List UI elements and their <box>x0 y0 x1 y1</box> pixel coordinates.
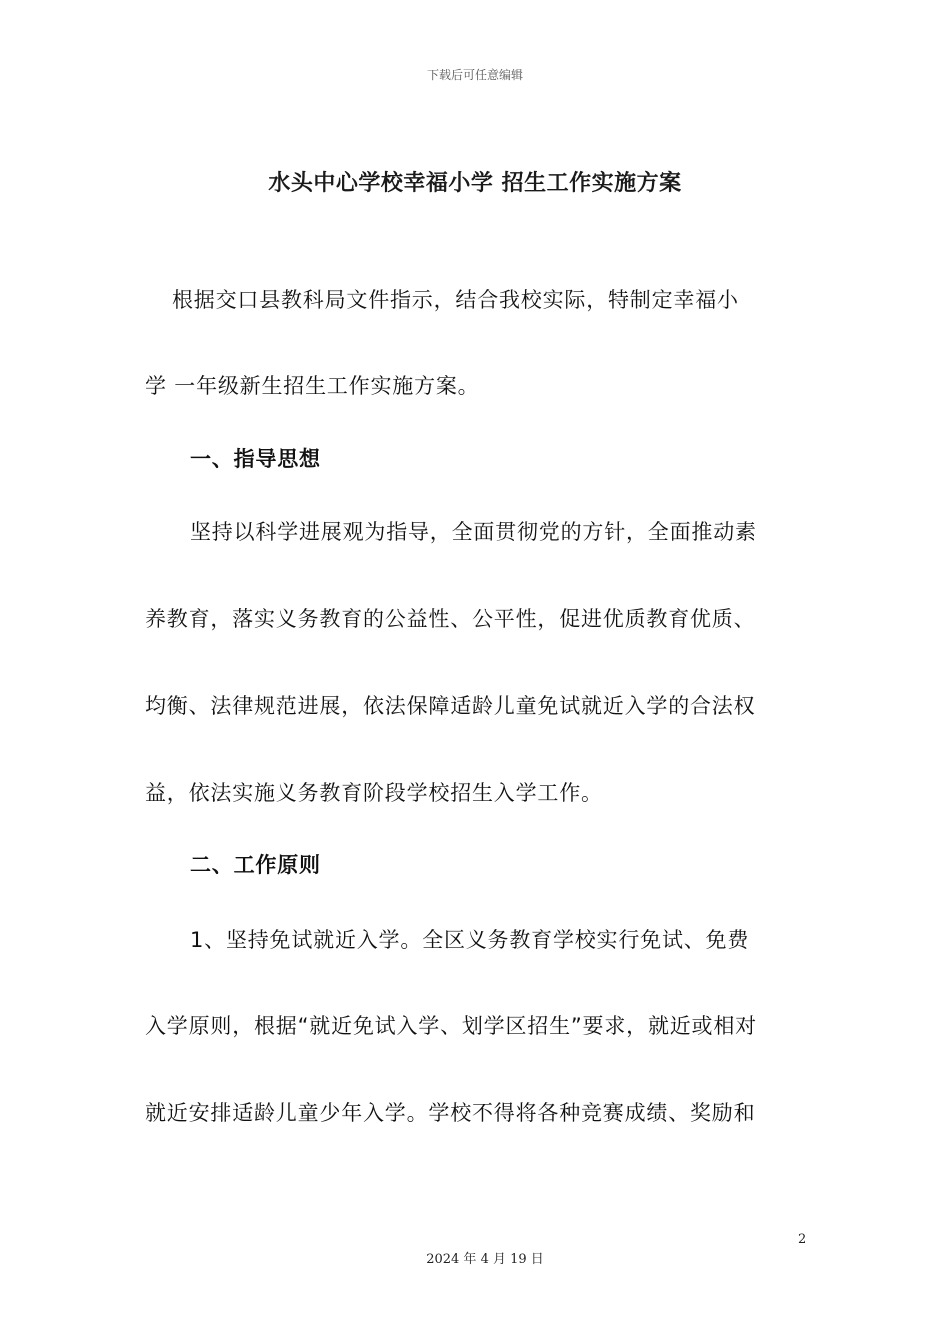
header-note: 下载后可任意编辑 <box>426 68 523 82</box>
section2-line-1: 1、坚持免试就近入学。全区义务教育学校实行免试、免费 <box>190 928 750 952</box>
section2-line-3: 就近安排适龄儿童少年入学。学校不得将各种竞赛成绩、奖励和 <box>145 1101 756 1125</box>
section1-line-4: 益，依法实施义务教育阶段学校招生入学工作。 <box>145 781 603 805</box>
intro-line-1: 根据交口县教科局文件指示，结合我校实际，特制定幸福小 <box>172 288 739 312</box>
section2-line-2: 入学原则，根据“就近免试入学、划学区招生”要求，就近或相对 <box>145 1014 757 1038</box>
section1-line-3: 均衡、法律规范进展，依法保障适龄儿童免试就近入学的合法权 <box>145 694 756 718</box>
document-title: 水头中心学校幸福小学 招生工作实施方案 <box>268 171 682 196</box>
section1-line-2: 养教育，落实义务教育的公益性、公平性，促进优质教育优质、 <box>145 607 756 631</box>
section2-heading: 二、工作原则 <box>190 853 321 877</box>
intro-line-2: 学 一年级新生招生工作实施方案。 <box>145 374 480 398</box>
page-number: 2 <box>798 1232 807 1247</box>
section1-line-1: 坚持以科学进展观为指导，全面贯彻党的方针，全面推动素 <box>190 520 757 544</box>
section1-heading: 一、指导思想 <box>190 447 321 471</box>
footer-date: 2024 年 4 月 19 日 <box>426 1252 544 1267</box>
